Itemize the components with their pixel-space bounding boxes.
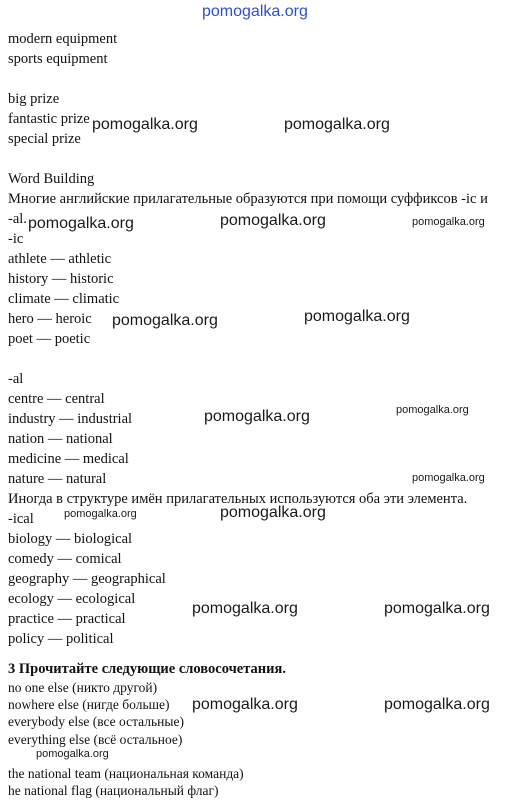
phrase-line: he national flag (национальный флаг) — [8, 783, 219, 798]
watermark: pomogalka.org — [384, 600, 490, 617]
watermark: pomogalka.org — [192, 696, 298, 713]
word-pair: biology — biological — [8, 531, 133, 547]
phrase-line: no one else (никто другой) — [8, 680, 158, 695]
watermark: pomogalka.org — [92, 116, 198, 133]
doc-line: -al. — [8, 211, 27, 227]
watermark: pomogalka.org — [204, 408, 310, 425]
word-pair: practice — practical — [8, 611, 126, 627]
phrase-line: nowhere else (нигде больше) — [8, 697, 170, 712]
watermark: pomogalka.org — [220, 504, 326, 521]
watermark: pomogalka.org — [396, 404, 469, 416]
word-pair: poet — poetic — [8, 331, 91, 347]
watermark: pomogalka.org — [304, 308, 410, 325]
word-pair: centre — central — [8, 391, 105, 407]
doc-line: big prize — [8, 91, 60, 107]
watermark-top[interactable]: pomogalka.org — [202, 3, 308, 20]
phrase-line: everybody else (все остальные) — [8, 714, 184, 729]
word-pair: athlete — athletic — [8, 251, 112, 267]
section-heading: Word Building — [8, 171, 95, 187]
exercise-heading: 3 Прочитайте следующие словосочетания. — [8, 661, 286, 677]
word-pair: medicine — medical — [8, 451, 129, 467]
word-pair: nature — natural — [8, 471, 107, 487]
watermark: pomogalka.org — [384, 696, 490, 713]
word-pair: history — historic — [8, 271, 114, 287]
watermark: pomogalka.org — [28, 215, 134, 232]
word-pair: policy — political — [8, 631, 114, 647]
watermark: pomogalka.org — [64, 508, 137, 520]
suffix-label: -ical — [8, 511, 34, 527]
word-pair: climate — climatic — [8, 291, 120, 307]
word-pair: hero — heroic — [8, 311, 92, 327]
watermark: pomogalka.org — [284, 116, 390, 133]
watermark: pomogalka.org — [412, 216, 485, 228]
suffix-label: -al — [8, 371, 24, 387]
phrase-line: everything else (всё остальное) — [8, 732, 183, 747]
doc-line: Иногда в структуре имён прилагательных используются оба эти элемента. — [8, 491, 468, 507]
doc-line: fantastic prize — [8, 111, 90, 127]
watermark: pomogalka.org — [36, 748, 109, 760]
word-pair: industry — industrial — [8, 411, 133, 427]
word-pair: nation — national — [8, 431, 113, 447]
watermark: pomogalka.org — [192, 600, 298, 617]
watermark: pomogalka.org — [220, 212, 326, 229]
word-pair: geography — geographical — [8, 571, 166, 587]
word-pair: ecology — ecological — [8, 591, 136, 607]
word-pair: comedy — comical — [8, 551, 122, 567]
watermark: pomogalka.org — [412, 472, 485, 484]
doc-line: special prize — [8, 131, 81, 147]
doc-line: modern equipment — [8, 31, 118, 47]
watermark: pomogalka.org — [112, 312, 218, 329]
phrase-line: the national team (национальная команда) — [8, 766, 244, 781]
suffix-label: -ic — [8, 231, 24, 247]
doc-line: Многие английские прилагательные образуются при помощи суффиксов -ic и — [8, 191, 488, 207]
doc-line: sports equipment — [8, 51, 108, 67]
